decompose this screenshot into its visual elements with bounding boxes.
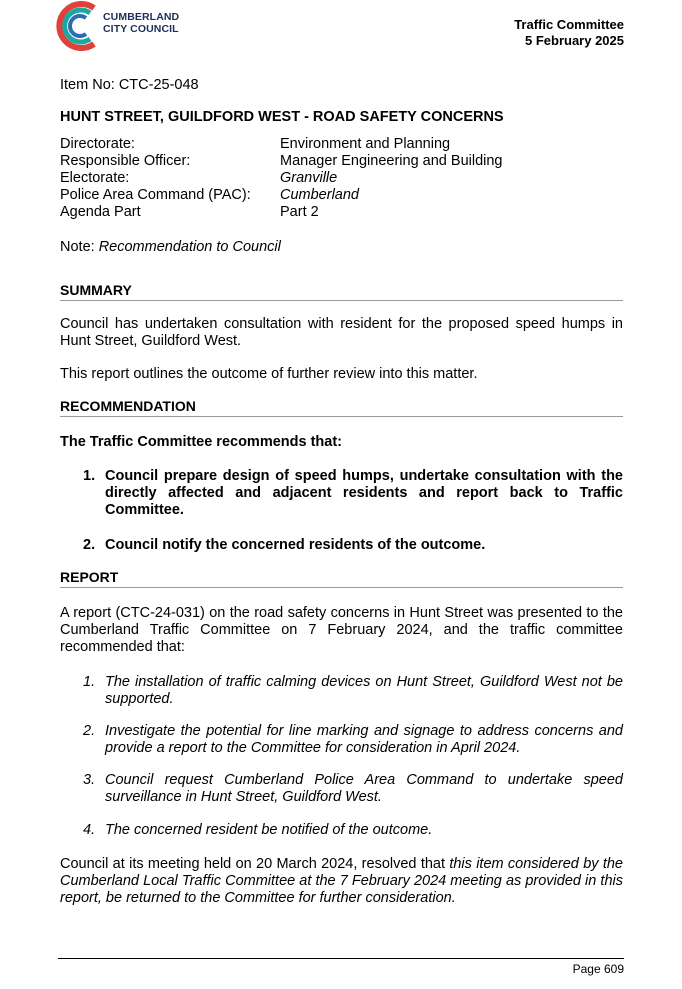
note-text: Recommendation to Council: [98, 239, 281, 255]
meta-label: Electorate:: [60, 170, 130, 186]
report-item: [83, 723, 623, 757]
list-text: Investigate the potential for line marking and signage to address concerns and provide a report to the Committee for consideration in April 2024.: [105, 723, 623, 756]
meta-row-pac: [60, 187, 623, 204]
logo-mark-icon: [50, 0, 110, 52]
list-text: The concerned resident be notified of the outcome.: [105, 822, 433, 838]
meta-value: Granville: [280, 170, 338, 186]
list-number: 4.: [83, 822, 96, 838]
meta-row-officer: [60, 153, 623, 170]
report-item: [83, 772, 623, 806]
meta-label: Agenda Part: [60, 204, 141, 220]
report-heading: REPORT: [60, 569, 623, 588]
council-name: [103, 11, 179, 35]
item-number: Item No: CTC-25-048: [60, 77, 199, 93]
report-paragraph-2: [60, 856, 623, 907]
report-item: [83, 822, 623, 839]
summary-paragraph-1: Council has undertaken consultation with resident for the proposed speed humps in Hunt Street, Guildford West.: [60, 316, 623, 349]
note-label: Note:: [60, 239, 95, 255]
report-paragraph-2-italic: this item considered by the Cumberland Local Traffic Committee at the 7 February 2024 meeting as provided in this report, be returned to the Committee for further consideration.: [60, 856, 623, 906]
meta-row-electorate: [60, 170, 623, 187]
meta-table: [60, 136, 623, 221]
meeting-date: 5 February 2025: [524, 33, 624, 48]
recommendation-item: [83, 537, 623, 554]
recommendation-intro: The Traffic Committee recommends that:: [60, 434, 342, 450]
summary-heading: SUMMARY: [60, 282, 623, 301]
meta-value: Manager Engineering and Building: [280, 153, 503, 169]
report-paragraph-1: A report (CTC-24-031) on the road safety concerns in Hunt Street was presented to the Cumberland Traffic Committee on 7 February 2024, and the traffic committee recommended that:: [60, 605, 623, 655]
list-number: 3.: [83, 772, 96, 788]
committee-name: Traffic Committee: [514, 17, 624, 32]
meta-value: Environment and Planning: [280, 136, 451, 152]
list-number: 2.: [83, 723, 96, 739]
footer-divider: [58, 958, 624, 959]
report-item: [83, 674, 623, 708]
council-name-line1: CUMBERLAND: [103, 11, 180, 23]
council-name-line2: CITY COUNCIL: [103, 23, 179, 35]
meta-row-agenda-part: [60, 204, 623, 221]
list-number: 1.: [83, 468, 96, 484]
recommendation-item: [83, 468, 623, 519]
list-text: The installation of traffic calming devices on Hunt Street, Guildford West not be supported.: [105, 674, 623, 707]
list-text: Council request Cumberland Police Area Command to undertake speed surveillance in Hunt Street, Guildford West.: [105, 772, 623, 805]
meta-row-directorate: [60, 136, 623, 153]
meta-label: Directorate:: [60, 136, 135, 152]
recommendation-heading: RECOMMENDATION: [60, 398, 623, 417]
meta-label: Responsible Officer:: [60, 153, 191, 169]
summary-paragraph-2: This report outlines the outcome of further review into this matter.: [60, 366, 478, 382]
list-text: Council prepare design of speed humps, undertake consultation with the directly affected and adjacent residents and report back to Traffic Committee.: [105, 468, 623, 518]
report-paragraph-2-start: Council at its meeting held on 20 March 2024, resolved that: [60, 856, 450, 872]
meta-value: Cumberland: [280, 187, 359, 203]
page-title: HUNT STREET, GUILDFORD WEST - ROAD SAFETY CONCERNS: [60, 109, 504, 125]
list-number: 2.: [83, 537, 96, 553]
document-header: [514, 17, 624, 49]
note: [60, 239, 623, 255]
list-number: 1.: [83, 674, 96, 690]
meta-value: Part 2: [280, 204, 319, 220]
page-number: Page 609: [572, 962, 624, 976]
meta-label: Police Area Command (PAC):: [60, 187, 251, 203]
list-text: Council notify the concerned residents of the outcome.: [105, 537, 486, 553]
